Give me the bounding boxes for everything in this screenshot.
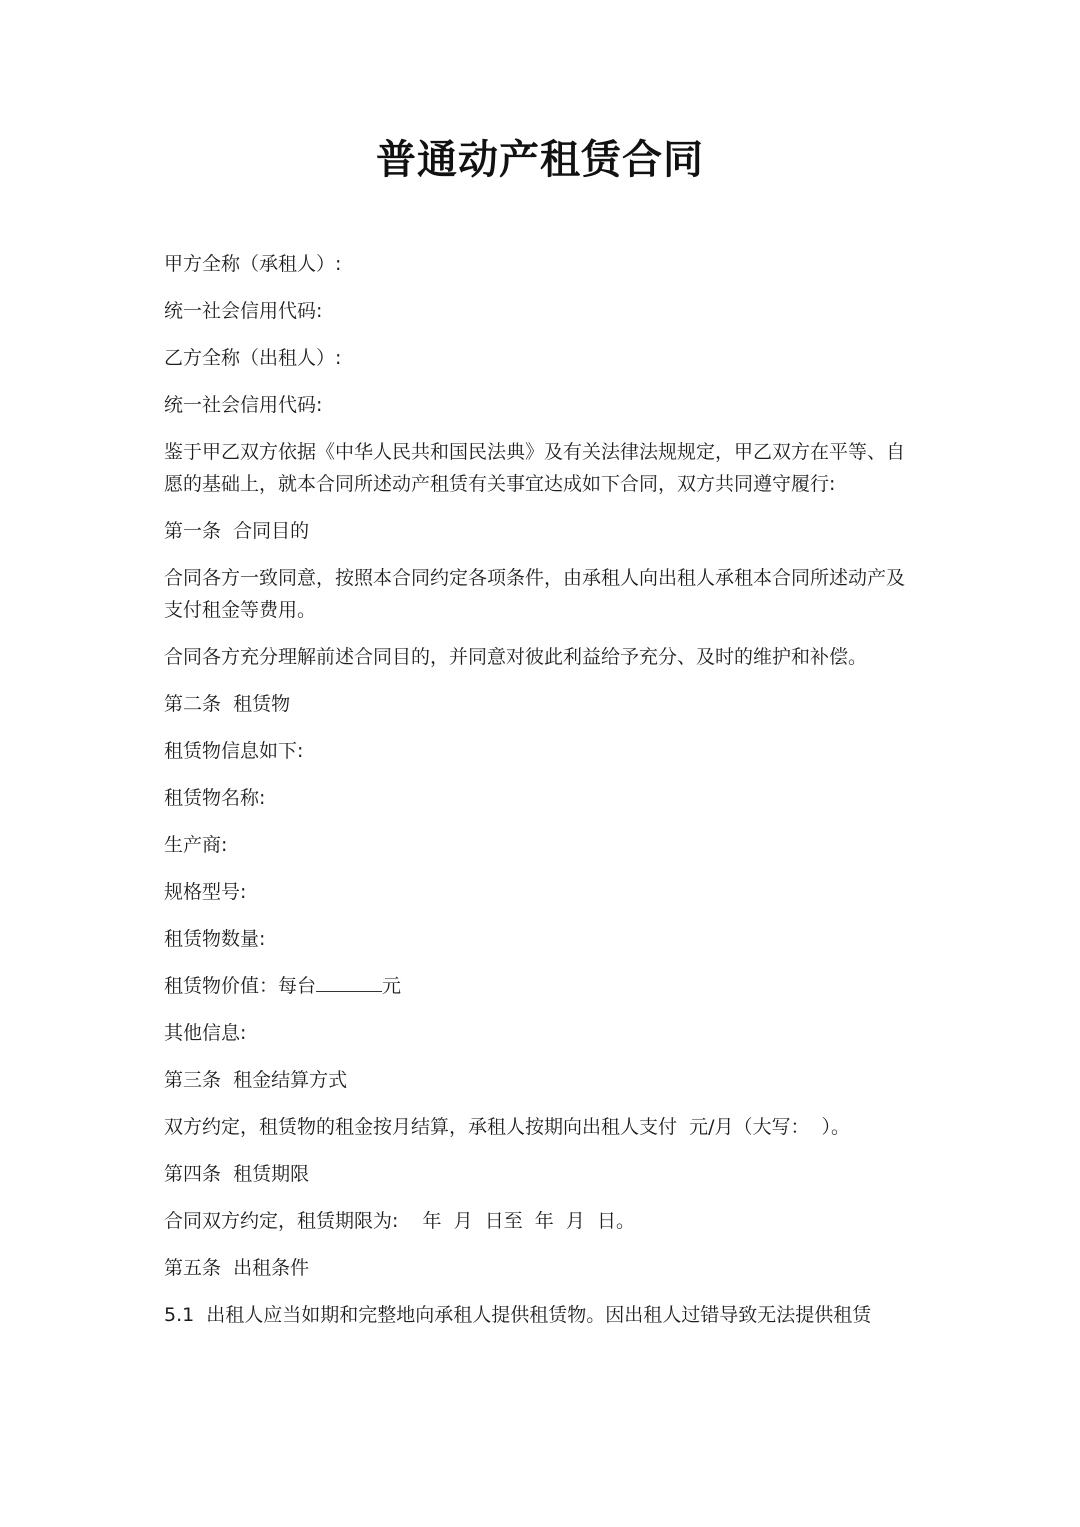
article-4-heading: 第四条 租赁期限 <box>164 1163 310 1185</box>
lease-item-name-line: 租赁物名称: <box>164 787 266 809</box>
value-blank-underline <box>316 971 382 992</box>
article-1-paragraph-2: 合同各方充分理解前述合同目的，并同意对彼此利益给予充分、及时的维护和补偿。 <box>164 646 868 668</box>
article-3-heading: 第三条 租金结算方式 <box>164 1069 348 1091</box>
model-spec-line: 规格型号: <box>164 881 247 903</box>
article-1-paragraph-1: 合同各方一致同意，按照本合同约定各项条件，由承租人向出租人承租本合同所述动产及支付租金等费用。 <box>164 567 906 621</box>
article-1-heading: 第一条 合同目的 <box>164 520 310 542</box>
rent-settlement-paragraph: 双方约定，租赁物的租金按月结算，承租人按期向出租人支付 元/月（大写： ）。 <box>164 1116 851 1138</box>
value-prefix: 租赁物价值：每台 <box>164 975 317 997</box>
lease-term-paragraph: 合同双方约定，租赁期限为: 年 月 日至 年 月 日。 <box>164 1210 635 1232</box>
party-b-credit-code-line: 统一社会信用代码: <box>164 394 323 416</box>
article-2-heading: 第二条 租赁物 <box>164 693 291 715</box>
preamble-paragraph: 鉴于甲乙双方依据《中华人民共和国民法典》及有关法律法规规定，甲乙双方在平等、自愿的基础上，就本合同所述动产租赁有关事宜达成如下合同，双方共同遵守履行: <box>164 441 906 495</box>
lease-item-value-line <box>164 970 912 1002</box>
party-b-name-line: 乙方全称（出租人）: <box>164 347 342 369</box>
lease-item-info-intro: 租赁物信息如下: <box>164 740 304 762</box>
other-info-line: 其他信息: <box>164 1022 247 1044</box>
value-suffix: 元 <box>382 975 402 997</box>
manufacturer-line: 生产商: <box>164 834 228 856</box>
article-5-heading: 第五条 出租条件 <box>164 1257 310 1279</box>
lease-item-quantity-line: 租赁物数量: <box>164 928 266 950</box>
clause-5-1-paragraph: 5.1 出租人应当如期和完整地向承租人提供租赁物。因出租人过错导致无法提供租赁 <box>164 1304 872 1326</box>
document-body <box>164 248 912 1346</box>
party-a-name-line: 甲方全称（承租人）: <box>164 253 342 275</box>
document-title: 普通动产租赁合同 <box>376 137 704 183</box>
party-a-credit-code-line: 统一社会信用代码: <box>164 300 323 322</box>
